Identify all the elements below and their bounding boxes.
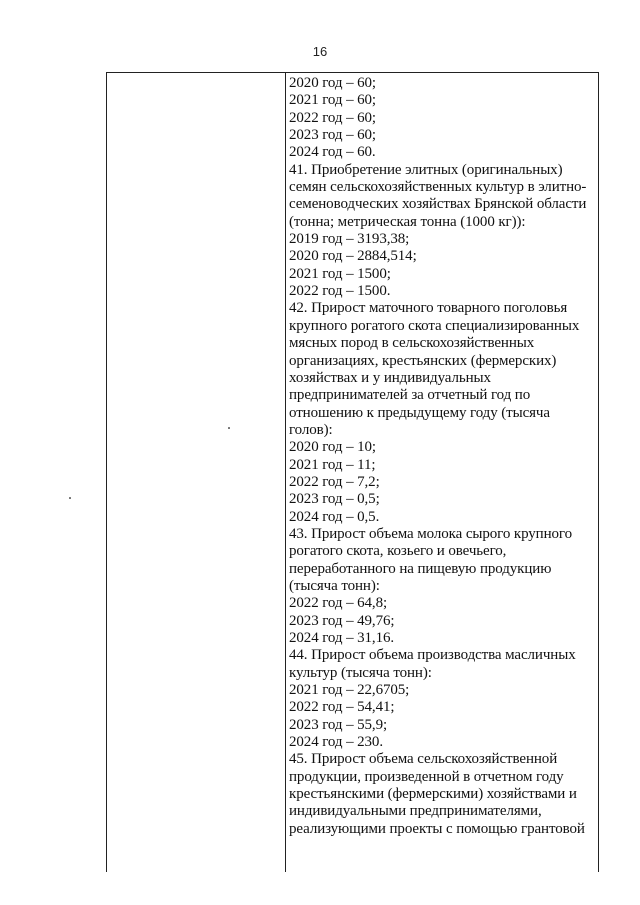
text-line: 41. Приобретение элитных (оригинальных) (289, 161, 563, 178)
text-line: индивидуальными предпринимателями, (289, 803, 542, 820)
table-left-cell (107, 73, 285, 872)
text-line: 45. Прирост объема сельскохозяйственной (289, 751, 558, 768)
text-line: 2024 год – 0,5. (289, 508, 380, 525)
text-line: 2022 год – 54,41; (289, 699, 395, 716)
text-line: 2022 год – 7,2; (289, 473, 380, 490)
text-line: 43. Прирост объема молока сырого крупного (289, 525, 573, 542)
table-right-cell (289, 75, 595, 838)
text-line: 2023 год – 0,5; (289, 491, 380, 508)
text-line: (тонна; метрическая тонна (1000 кг)): (289, 213, 526, 230)
document-table (106, 72, 599, 872)
text-line: рогатого скота, козьего и овечьего, (289, 543, 507, 560)
text-line: крестьянскими (фермерскими) хозяйствами и (289, 786, 577, 803)
text-line: мясных пород в сельскохозяйственных (289, 335, 535, 352)
text-line: 2021 год – 1500; (289, 265, 391, 282)
text-line: 2023 год – 60; (289, 127, 376, 144)
text-line: 2024 год – 60. (289, 144, 376, 161)
text-line: предпринимателей за отчетный год по (289, 387, 531, 404)
text-line: 2021 год – 22,6705; (289, 682, 410, 699)
text-line: голов): (289, 421, 333, 438)
scan-speck (228, 427, 230, 429)
text-line: культур (тысяча тонн): (289, 664, 432, 681)
text-line: 2020 год – 2884,514; (289, 248, 417, 265)
text-line: 2024 год – 230. (289, 734, 383, 751)
text-line: хозяйствах и у индивидуальных (289, 369, 491, 386)
text-line: 42. Прирост маточного товарного поголовья (289, 300, 568, 317)
text-line: 2022 год – 1500. (289, 283, 391, 300)
scan-speck (69, 497, 71, 499)
text-line: 2022 год – 60; (289, 109, 376, 126)
text-line: реализующими проекты с помощью грантовой (289, 820, 585, 837)
text-line: 44. Прирост объема производства масличных (289, 647, 576, 664)
text-line: 2020 год – 10; (289, 439, 376, 456)
text-line: семеноводческих хозяйствах Брянской области (289, 196, 587, 213)
page-number: 16 (312, 44, 328, 59)
text-line: 2024 год – 31,16. (289, 630, 395, 646)
text-line: 2019 год – 3193,38; (289, 231, 410, 248)
text-line: (тысяча тонн): (289, 577, 380, 594)
text-line: отношению к предыдущему году (тысяча (289, 404, 550, 421)
text-line: семян сельскохозяйственных культур в элитно- (289, 179, 587, 196)
text-line: 2021 год – 60; (289, 92, 376, 109)
text-line: 2023 год – 49,76; (289, 612, 395, 629)
text-line: 2022 год – 64,8; (289, 595, 388, 612)
text-line: крупного рогатого скота специализированных (289, 317, 580, 334)
column-divider (285, 73, 286, 872)
text-line: 2023 год – 55,9; (289, 716, 388, 733)
text-line: продукции, произведенной в отчетном году (289, 768, 564, 785)
text-line: 2021 год – 11; (289, 456, 376, 473)
text-line: организациях, крестьянских (фермерских) (289, 352, 557, 369)
text-line: 2020 год – 60; (289, 75, 376, 91)
text-line: переработанного на пищевую продукцию (289, 560, 552, 577)
